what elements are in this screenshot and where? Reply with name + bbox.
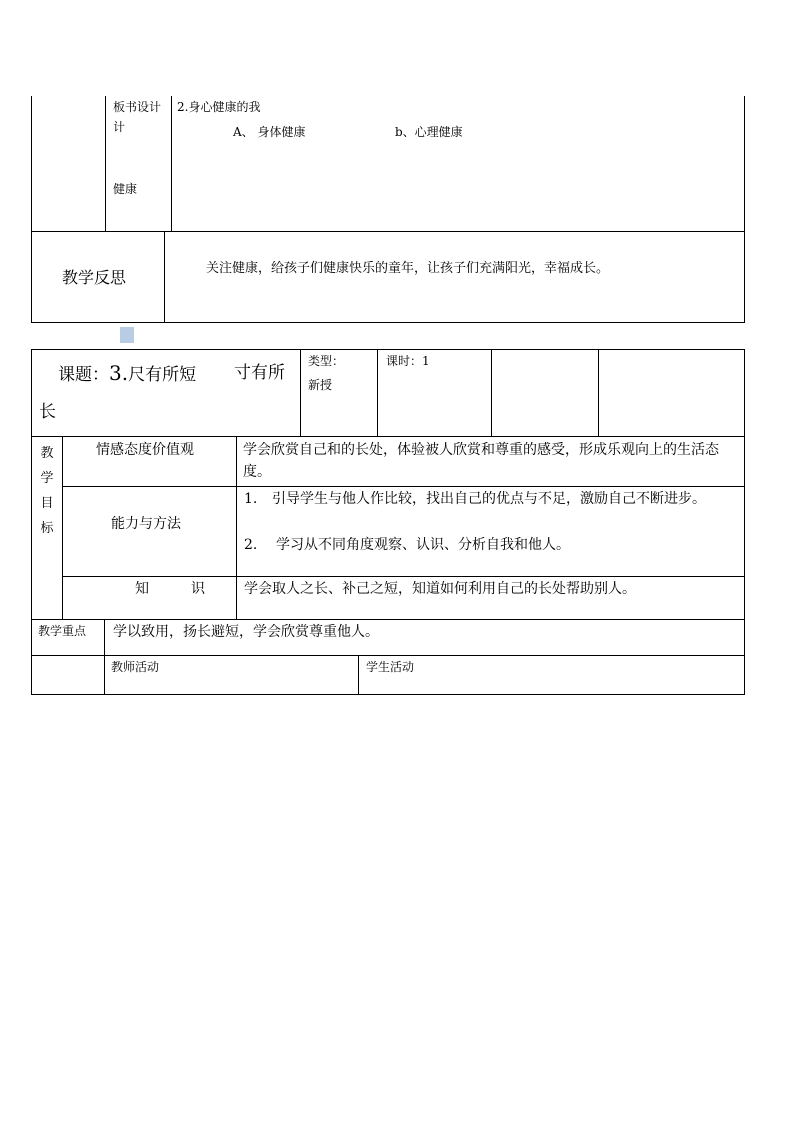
goal-ability-item2: 学习从不同角度观察、认识、分析自我和他人。 (276, 537, 570, 553)
goal-ability-item1-num: 1. (244, 491, 258, 507)
goal-ability-item1: 引导学生与他人作比较，找出自己的优点与不足，激励自己不断进步。 (272, 491, 706, 507)
table2-vline (62, 436, 63, 620)
student-activity-label: 学生活动 (366, 660, 415, 674)
table2-hline (31, 619, 745, 620)
table1-vline (105, 96, 106, 232)
table2-hline (62, 576, 745, 577)
type-label: 类型： (308, 354, 345, 368)
section-marker (120, 327, 134, 343)
table2-hline (31, 694, 745, 695)
topic-number: 3. (109, 361, 129, 385)
topic-title-part1: 尺有所短 (128, 365, 197, 385)
reflection-label: 教学反思 (62, 268, 127, 287)
table2-vline (598, 349, 599, 437)
reflection-text: 关注健康，给孩子们健康快乐的童年，让孩子们充满阳光，幸福成长。 (206, 261, 610, 276)
table2-vline (104, 619, 105, 695)
table2-hline (31, 436, 745, 437)
goal-knowledge-text: 学会取人之长、补己之短，知道如何利用自己的长处帮助别人。 (244, 581, 636, 597)
table2-vline (236, 436, 237, 620)
table2-hline (62, 486, 745, 487)
table2-vline (744, 349, 745, 695)
goal-emotion-text: 学会欣赏自己和的长处，体验被人欣赏和尊重的感受，形成乐观向上的生活态度。 (243, 442, 719, 480)
teacher-activity-label: 教师活动 (111, 660, 160, 674)
table1-vline (171, 96, 172, 232)
topic-title (58, 363, 196, 384)
goals-label-char: 教 (40, 446, 54, 461)
table1-vline (744, 96, 745, 323)
table1-vline (164, 232, 165, 323)
topic-prefix: 课题： (58, 365, 109, 385)
board-title: 2.身心健康的我 (177, 100, 261, 114)
board-item-a: A、 身体健康 (233, 125, 306, 139)
table1-hline (31, 231, 745, 232)
goal-knowledge-label-2: 识 (191, 581, 205, 597)
type-value: 新授 (308, 378, 333, 392)
goals-label-char: 学 (40, 471, 54, 486)
goals-label-char: 目 (40, 496, 54, 511)
key-points-text: 学以致用，扬长避短，学会欣赏尊重他人。 (113, 624, 379, 640)
goals-label-char: 标 (40, 521, 54, 536)
board-design-label-cont: 计 (113, 120, 126, 134)
goal-ability-label: 能力与方法 (111, 516, 181, 532)
table2-hline (31, 349, 745, 350)
key-points-label: 教学重点 (38, 624, 87, 638)
board-item-b: b、心理健康 (395, 125, 463, 139)
table1-vline (31, 96, 32, 323)
table2-vline (358, 655, 359, 695)
goal-emotion-label: 情感态度价值观 (96, 442, 194, 458)
table2-vline (491, 349, 492, 437)
health-label: 健康 (113, 182, 138, 196)
table2-vline (377, 349, 378, 437)
table2-vline (300, 349, 301, 437)
table2-hline (31, 655, 745, 656)
board-design-label: 板书设计 (113, 100, 162, 114)
goal-knowledge-label-1: 知 (135, 581, 149, 597)
table1-hline (31, 322, 745, 323)
goal-ability-item2-num: 2. (244, 537, 258, 553)
topic-title-part3: 长 (39, 402, 56, 422)
period-label: 课时：1 (386, 354, 430, 368)
topic-title-part2: 寸有所 (234, 363, 285, 383)
goals-label (32, 441, 62, 541)
